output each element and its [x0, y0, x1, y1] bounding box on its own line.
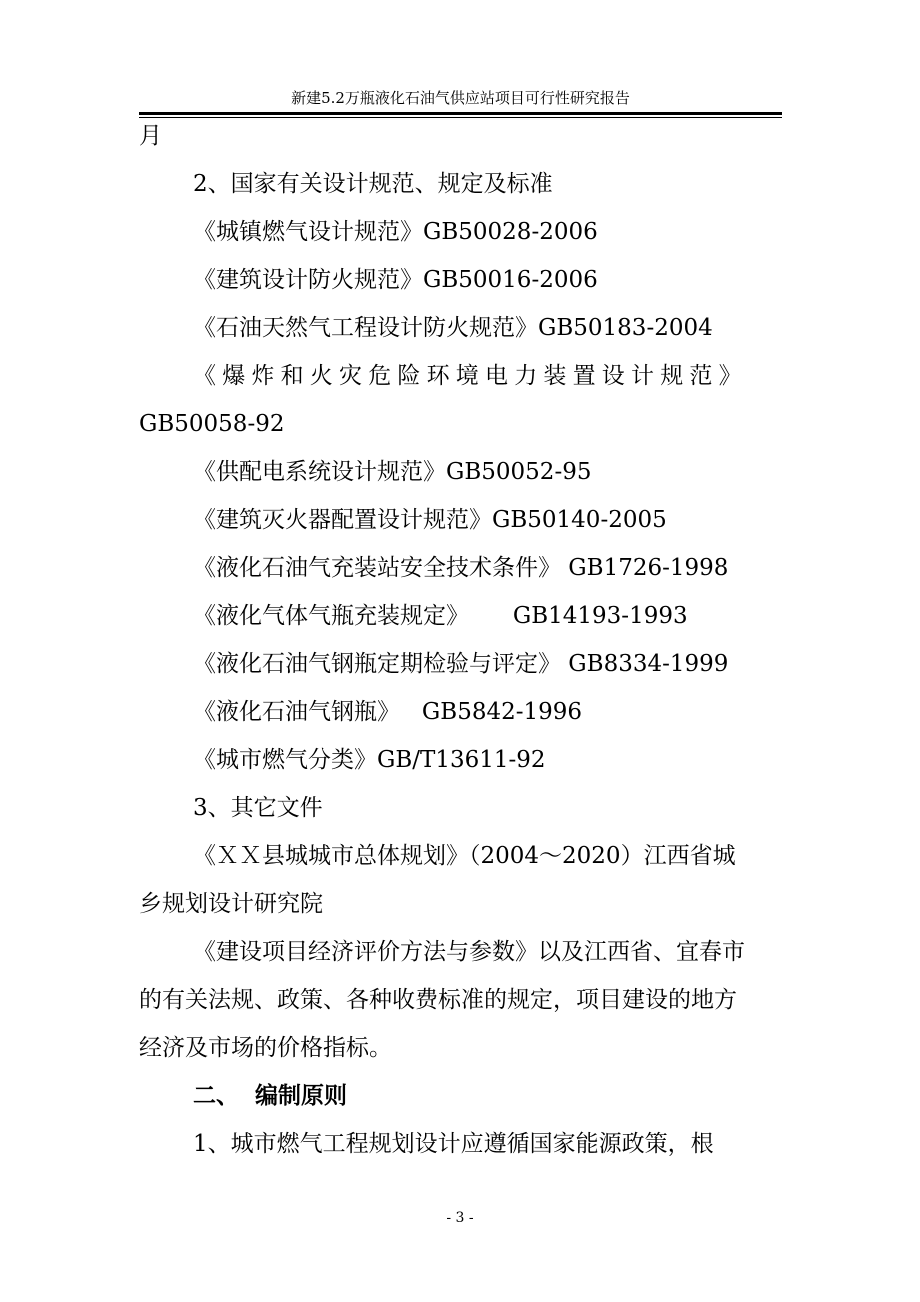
- standard-item: 《液化石油气钢瓶定期检验与评定》 GB8334-1999: [193, 651, 729, 677]
- chapter-heading: 二、 编制原则: [193, 1082, 348, 1109]
- text-line: 《建设项目经济评价方法与参数》以及江西省、宜春市: [193, 939, 745, 965]
- standard-item: 《石油天然气工程设计防火规范》GB50183-2004: [193, 315, 713, 341]
- text-line: 《ＸＸ县城城市总体规划》（2004～2020）江西省城: [193, 843, 736, 869]
- page-number: - 3 -: [446, 1210, 474, 1226]
- header-rule-thin: [139, 117, 782, 118]
- standard-item: 《供配电系统设计规范》GB50052-95: [193, 459, 592, 485]
- standard-item: 《液化石油气钢瓶》 GB5842-1996: [193, 699, 583, 725]
- standard-item: 《爆炸和火灾危险环境电力装置设计规范》: [193, 363, 748, 389]
- header-rule: [139, 112, 782, 115]
- standard-item: 《液化气体气瓶充装规定》 GB14193-1993: [193, 603, 688, 629]
- section-heading: 2、国家有关设计规范、规定及标准: [193, 171, 553, 197]
- standard-code: GB50058-92: [139, 411, 285, 437]
- standard-item: 《建筑设计防火规范》GB50016-2006: [193, 267, 598, 293]
- page-header: 新建5.2万瓶液化石油气供应站项目可行性研究报告: [291, 89, 630, 107]
- text-line: 的有关法规、政策、各种收费标准的规定，项目建设的地方: [139, 987, 737, 1013]
- standard-item: 《城镇燃气设计规范》GB50028-2006: [193, 219, 598, 245]
- standard-item: 《建筑灭火器配置设计规范》GB50140-2005: [193, 507, 667, 533]
- standard-item: 《液化石油气充装站安全技术条件》 GB1726-1998: [193, 555, 729, 581]
- text-line: 月: [139, 123, 162, 149]
- text-line: 乡规划设计研究院: [139, 891, 323, 917]
- section-heading: 3、其它文件: [193, 795, 323, 821]
- text-line: 经济及市场的价格指标。: [139, 1035, 392, 1061]
- text-line: 1、城市燃气工程规划设计应遵循国家能源政策，根: [193, 1131, 714, 1157]
- standard-item: 《城市燃气分类》GB/T13611-92: [193, 747, 546, 773]
